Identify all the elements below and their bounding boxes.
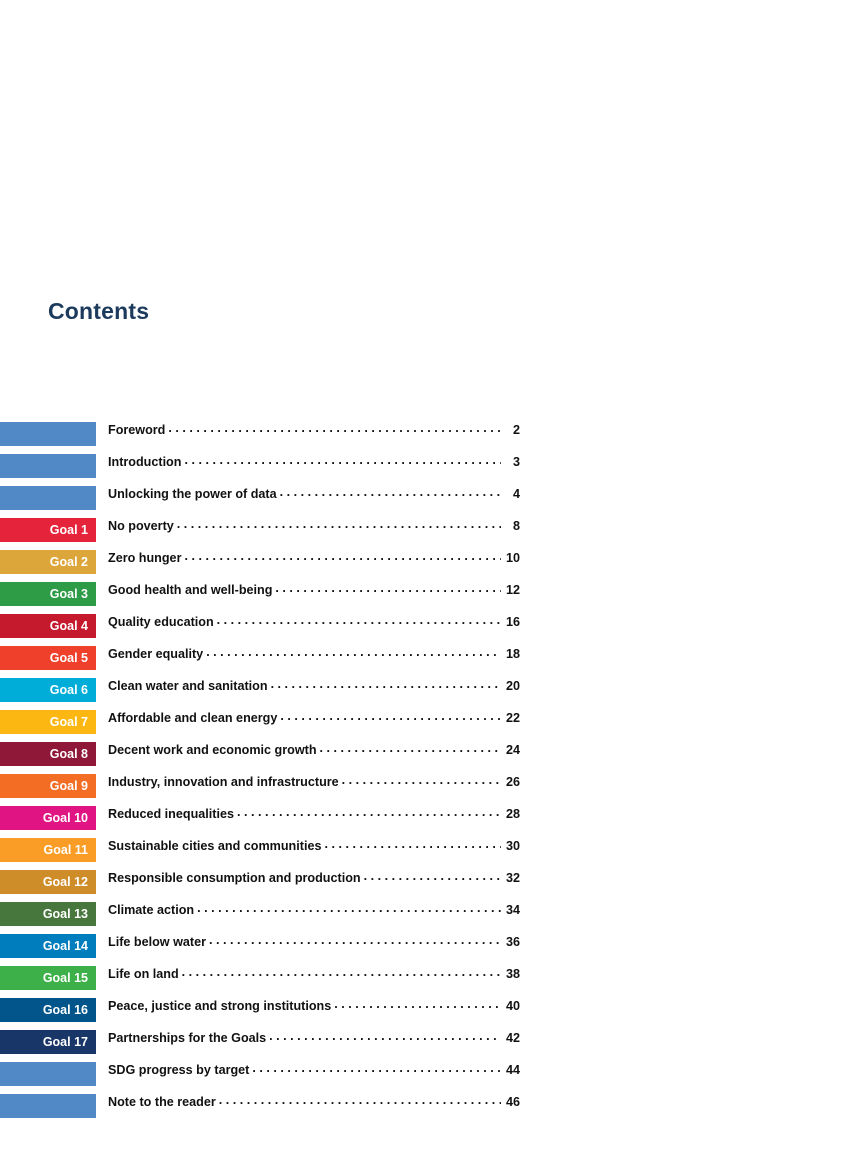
goal-chip[interactable]: Goal 17 [0, 1030, 96, 1054]
page-title: Contents [48, 298, 150, 324]
goal-chip[interactable]: Goal 4 [0, 614, 96, 638]
toc-entry[interactable] [108, 773, 520, 799]
toc-page-number: 40 [505, 999, 520, 1013]
toc-leader-dots [184, 549, 501, 562]
toc-entry[interactable] [108, 645, 520, 671]
toc-entry[interactable] [108, 965, 520, 991]
toc-leader-dots [177, 517, 501, 530]
toc-page-number: 36 [505, 935, 520, 949]
toc-entry[interactable] [108, 549, 520, 575]
goal-chip[interactable]: Goal 15 [0, 966, 96, 990]
toc-entry-title: Good health and well-being [108, 583, 273, 597]
toc-page-number: 46 [505, 1095, 520, 1109]
toc-row[interactable] [0, 418, 520, 450]
toc-entry[interactable] [108, 997, 520, 1023]
toc-row[interactable] [0, 514, 520, 546]
toc-leader-dots [271, 677, 501, 690]
toc-entry[interactable] [108, 581, 520, 607]
goal-chip[interactable]: Goal 9 [0, 774, 96, 798]
toc-leader-dots [209, 933, 501, 946]
toc-leader-dots [320, 741, 501, 754]
toc-entry-title: Foreword [108, 423, 166, 437]
section-chip[interactable] [0, 422, 96, 446]
toc-page-number: 24 [505, 743, 520, 757]
section-chip[interactable] [0, 486, 96, 510]
toc-entry-title: Partnerships for the Goals [108, 1031, 267, 1045]
goal-chip[interactable]: Goal 13 [0, 902, 96, 926]
toc-entry-title: Life on land [108, 967, 179, 981]
toc-entry-title: Note to the reader [108, 1095, 216, 1109]
toc-leader-dots [197, 901, 501, 914]
toc-row[interactable] [0, 770, 520, 802]
goal-chip[interactable]: Goal 3 [0, 582, 96, 606]
toc-leader-dots [252, 1061, 501, 1074]
toc-entry-title: Unlocking the power of data [108, 487, 277, 501]
toc-entry-title: Industry, innovation and infrastructure [108, 775, 339, 789]
toc-entry[interactable] [108, 901, 520, 927]
goal-chip[interactable]: Goal 10 [0, 806, 96, 830]
toc-row[interactable] [0, 578, 520, 610]
toc-row[interactable] [0, 930, 520, 962]
toc-page-number: 20 [505, 679, 520, 693]
toc-page-number: 2 [512, 423, 520, 437]
toc-row[interactable] [0, 546, 520, 578]
toc-entry[interactable] [108, 869, 520, 895]
toc-entry[interactable] [108, 837, 520, 863]
toc-entry[interactable] [108, 741, 520, 767]
toc-leader-dots [364, 869, 501, 882]
toc-row[interactable] [0, 962, 520, 994]
toc-entry[interactable] [108, 1061, 520, 1087]
toc-row[interactable] [0, 1026, 520, 1058]
toc-leader-dots [206, 645, 501, 658]
table-of-contents [0, 418, 520, 1122]
toc-row[interactable] [0, 1058, 520, 1090]
toc-row[interactable] [0, 706, 520, 738]
toc-leader-dots [280, 485, 501, 498]
toc-leader-dots [217, 613, 501, 626]
toc-leader-dots [168, 421, 501, 434]
toc-entry[interactable] [108, 1029, 520, 1055]
toc-leader-dots [269, 1029, 501, 1042]
toc-entry[interactable] [108, 485, 520, 511]
goal-chip[interactable]: Goal 6 [0, 678, 96, 702]
toc-page-number: 12 [505, 583, 520, 597]
toc-entry-title: Introduction [108, 455, 182, 469]
toc-row[interactable] [0, 1090, 520, 1122]
toc-page-number: 16 [505, 615, 520, 629]
toc-entry-title: No poverty [108, 519, 174, 533]
toc-row[interactable] [0, 994, 520, 1026]
toc-leader-dots [237, 805, 501, 818]
section-chip[interactable] [0, 454, 96, 478]
toc-entry-title: Zero hunger [108, 551, 182, 565]
toc-page-number: 28 [505, 807, 520, 821]
toc-entry[interactable] [108, 517, 520, 543]
toc-leader-dots [280, 709, 501, 722]
toc-leader-dots [275, 581, 501, 594]
toc-page-number: 18 [505, 647, 520, 661]
toc-entry[interactable] [108, 805, 520, 831]
toc-page-number: 3 [512, 455, 520, 469]
toc-entry-title: Quality education [108, 615, 214, 629]
toc-row[interactable] [0, 802, 520, 834]
toc-page-number: 34 [505, 903, 520, 917]
toc-entry-title: Peace, justice and strong institutions [108, 999, 332, 1013]
toc-entry-title: Sustainable cities and communities [108, 839, 322, 853]
toc-entry-title: Decent work and economic growth [108, 743, 317, 757]
goal-chip[interactable]: Goal 2 [0, 550, 96, 574]
goal-chip[interactable]: Goal 11 [0, 838, 96, 862]
toc-page-number: 22 [505, 711, 520, 725]
toc-row[interactable] [0, 674, 520, 706]
toc-entry-title: Responsible consumption and production [108, 871, 361, 885]
toc-row[interactable] [0, 834, 520, 866]
toc-entry[interactable] [108, 709, 520, 735]
toc-page-number: 38 [505, 967, 520, 981]
toc-leader-dots [219, 1093, 501, 1106]
toc-leader-dots [324, 837, 501, 850]
toc-page-number: 8 [512, 519, 520, 533]
toc-page-number: 30 [505, 839, 520, 853]
toc-page-number: 42 [505, 1031, 520, 1045]
toc-entry[interactable] [108, 1093, 520, 1119]
toc-row[interactable] [0, 450, 520, 482]
toc-page-number: 26 [505, 775, 520, 789]
toc-row[interactable] [0, 738, 520, 770]
toc-entry[interactable] [108, 613, 520, 639]
goal-chip[interactable]: Goal 7 [0, 710, 96, 734]
section-chip[interactable] [0, 1094, 96, 1118]
toc-entry[interactable] [108, 421, 520, 447]
toc-page-number: 10 [505, 551, 520, 565]
goal-chip[interactable]: Goal 16 [0, 998, 96, 1022]
toc-leader-dots [342, 773, 501, 786]
goal-chip[interactable]: Goal 8 [0, 742, 96, 766]
toc-entry-title: Gender equality [108, 647, 204, 661]
toc-entry-title: Reduced inequalities [108, 807, 234, 821]
toc-row[interactable] [0, 898, 520, 930]
toc-page-number: 32 [505, 871, 520, 885]
toc-row[interactable] [0, 482, 520, 514]
toc-entry-title: SDG progress by target [108, 1063, 250, 1077]
toc-entry-title: Clean water and sanitation [108, 679, 268, 693]
goal-chip[interactable]: Goal 14 [0, 934, 96, 958]
goal-chip[interactable]: Goal 12 [0, 870, 96, 894]
toc-row[interactable] [0, 642, 520, 674]
section-chip[interactable] [0, 1062, 96, 1086]
toc-page-number: 44 [505, 1063, 520, 1077]
toc-row[interactable] [0, 610, 520, 642]
toc-leader-dots [182, 965, 501, 978]
toc-leader-dots [184, 453, 501, 466]
toc-entry-title: Climate action [108, 903, 195, 917]
goal-chip[interactable]: Goal 5 [0, 646, 96, 670]
toc-leader-dots [334, 997, 501, 1010]
toc-entry[interactable] [108, 933, 520, 959]
toc-row[interactable] [0, 866, 520, 898]
toc-entry[interactable] [108, 453, 520, 479]
toc-page-number: 4 [512, 487, 520, 501]
toc-entry-title: Affordable and clean energy [108, 711, 278, 725]
goal-chip[interactable]: Goal 1 [0, 518, 96, 542]
toc-entry-title: Life below water [108, 935, 206, 949]
toc-entry[interactable] [108, 677, 520, 703]
